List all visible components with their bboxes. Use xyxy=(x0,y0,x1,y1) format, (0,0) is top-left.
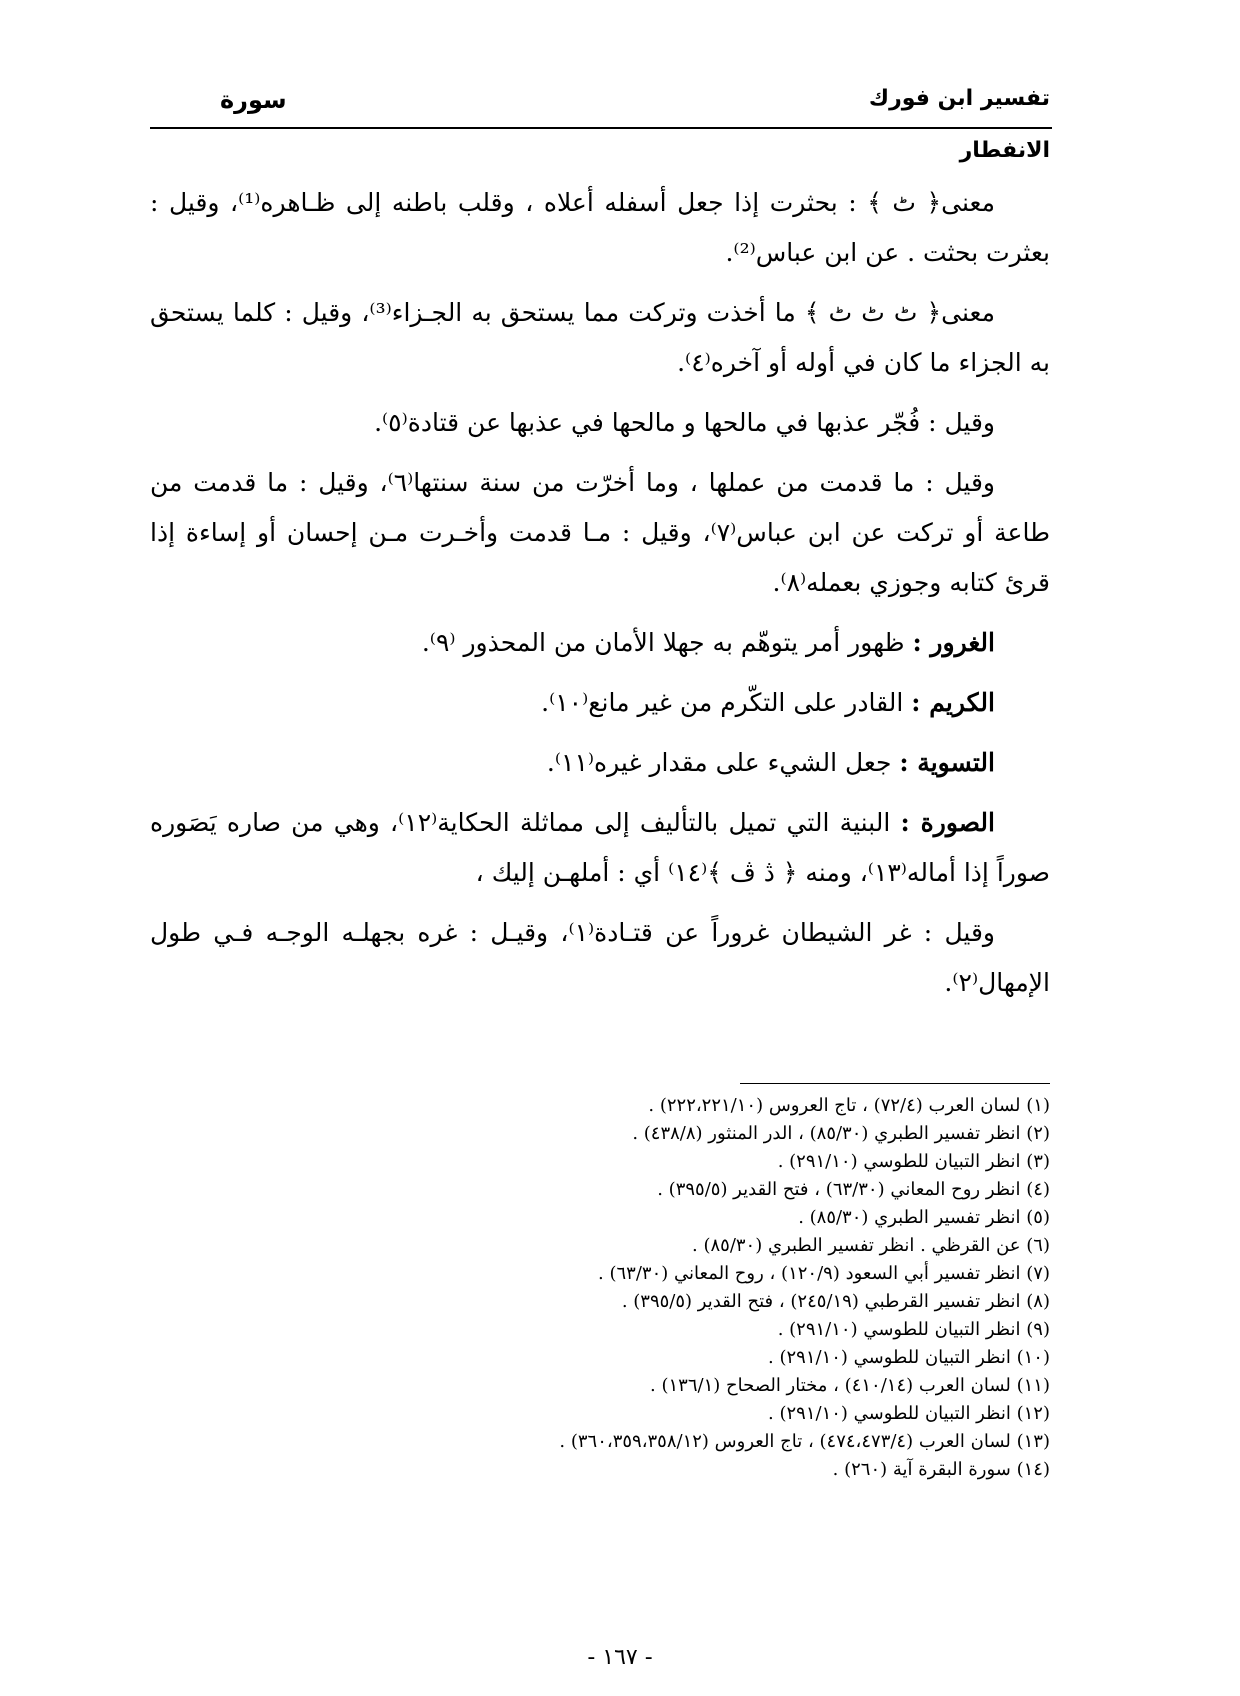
footnote: (٥) انظر تفسير الطبري (٨٥/٣٠) . xyxy=(798,1207,1050,1228)
footnote: (١٠) انظر التبيان للطوسي (٢٩١/١٠) . xyxy=(768,1347,1050,1368)
footnote: (٩) انظر التبيان للطوسي (٢٩١/١٠) . xyxy=(777,1319,1050,1340)
footnote: (١٢) انظر التبيان للطوسي (٢٩١/١٠) . xyxy=(768,1403,1050,1424)
definition-term: الغرور : xyxy=(912,628,995,657)
paragraph-2: معنى﴿ ٹ ٹ ٹ ﴾ ما أخذت وتركت مما يستحق به الجـزاء⁽³⁾، وقيل : كلما يستحق به الجزاء ما كان في أوله أو آخره⁽٤⁾. xyxy=(150,298,1050,377)
definition-term: التسوية : xyxy=(899,748,995,777)
paragraph-3: وقيل : فُجّر عذبها في مالحها و مالحها في عذبها عن قتادة⁽٥⁾. xyxy=(374,408,995,437)
sura-name: الانفطار xyxy=(959,138,1050,163)
definition-karim xyxy=(150,678,1050,728)
definition-text: البنية التي تميل بالتأليف إلى مماثلة الحكاية⁽١٢⁾، وهي من صاره يَصَوره صوراً إذا أماله⁽١٣⁾، ومنه ﴿ ڎ ڤ ﴾⁽١٤⁾ أي : أملهـن إليك ، xyxy=(150,808,1050,887)
book-title: تفسير ابن فورك xyxy=(868,86,1050,111)
paragraph-1: معنى﴿ ٹ ﴾ : بحثرت إذا جعل أسفله أعلاه ، وقلب باطنه إلى ظـاهره⁽¹⁾، وقيل : بعثرت بحثت . عن ابن عباس⁽²⁾. xyxy=(150,188,1050,267)
header-divider xyxy=(150,127,1052,129)
sura-word: سورة xyxy=(220,86,287,114)
footnotes xyxy=(150,1092,1050,1484)
footnote: (٤) انظر روح المعاني (٦٣/٣٠) ، فتح القدير (٣٩٥/٥) . xyxy=(657,1179,1050,1200)
paragraph-final: وقيل : غر الشيطان غروراً عن قتـادة⁽١⁾، وقيـل : غره بجهلـه الوجـه فـي طول الإمهال⁽٢⁾. xyxy=(150,918,1050,997)
definition-text: ظهور أمر يتوهّم به جهلا الأمان من المحذور ⁽٩⁾. xyxy=(421,628,913,657)
footnote: (١) لسان العرب (٧٢/٤) ، تاج العروس (٢٢٢،٢٢١/١٠) . xyxy=(648,1095,1050,1116)
footnote: (٨) انظر تفسير القرطبي (٢٤٥/١٩) ، فتح القدير (٣٩٥/٥) . xyxy=(621,1291,1050,1312)
running-header xyxy=(150,80,1050,120)
definition-sura xyxy=(150,798,1050,898)
footnote: (٧) انظر تفسير أبي السعود (١٢٠/٩) ، روح المعاني (٦٣/٣٠) . xyxy=(598,1263,1050,1284)
definition-term: الصورة : xyxy=(900,808,995,837)
footnote: (١١) لسان العرب (٤١٠/١٤) ، مختار الصحاح (١٣٦/١) . xyxy=(650,1375,1050,1396)
footnote-divider xyxy=(740,1083,1050,1084)
footnote: (١٤) سورة البقرة آية (٢٦٠) . xyxy=(832,1459,1050,1480)
definition-text: جعل الشيء على مقدار غيره⁽١١⁾. xyxy=(546,748,900,777)
definition-text: القادر على التكّرم من غير مانع⁽١٠⁾. xyxy=(541,688,912,717)
paragraph-4: وقيل : ما قدمت من عملها ، وما أخرّت من سنة سنتها⁽٦⁾، وقيل : ما قدمت من طاعة أو تركت عن ابن عباس⁽٧⁾، وقيل : مـا قدمت وأخـرت مـن إحسان أو إساءة إذا قرئ كتابه وجوزي بعمله⁽٨⁾. xyxy=(150,468,1050,597)
footnote: (٣) انظر التبيان للطوسي (٢٩١/١٠) . xyxy=(777,1151,1050,1172)
footnote: (١٣) لسان العرب (٤٧٤،٤٧٣/٤) ، تاج العروس (٣٦٠،٣٥٩،٣٥٨/١٢) . xyxy=(559,1431,1050,1452)
footnote: (٢) انظر تفسير الطبري (٨٥/٣٠) ، الدر المنثور (٤٣٨/٨) . xyxy=(632,1123,1050,1144)
definition-taswiya xyxy=(150,738,1050,788)
footnote: (٦) عن القرظي . انظر تفسير الطبري (٨٥/٣٠) . xyxy=(692,1235,1050,1256)
definition-ghurur xyxy=(150,618,1050,668)
main-text xyxy=(150,178,1050,1008)
page-number: - ١٦٧ - xyxy=(587,1645,653,1670)
definition-term: الكريم : xyxy=(911,688,995,717)
